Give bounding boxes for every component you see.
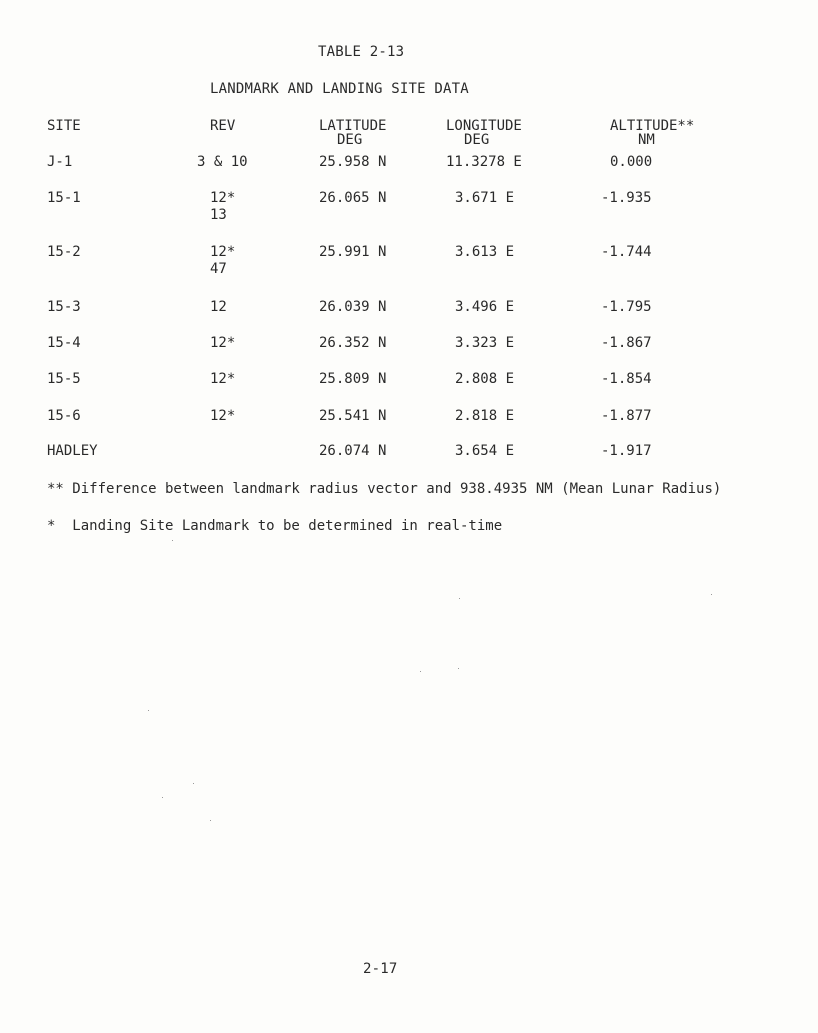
cell-altitude: -1.935	[601, 190, 652, 206]
cell-altitude: -1.917	[601, 443, 652, 459]
scan-speck	[148, 710, 149, 711]
scan-speck	[420, 671, 421, 672]
scan-speck	[459, 598, 460, 599]
cell-latitude: 25.541 N	[319, 408, 387, 424]
cell-site: 15-5	[47, 371, 81, 387]
cell-longitude: 3.496 E	[455, 299, 515, 315]
cell-site: J-1	[47, 154, 73, 170]
scan-speck	[210, 820, 211, 821]
cell-rev: 12*	[210, 244, 236, 260]
scan-speck	[162, 797, 163, 798]
cell-latitude: 26.065 N	[319, 190, 387, 206]
header-latitude-unit: DEG	[337, 132, 363, 148]
cell-latitude: 26.074 N	[319, 443, 387, 459]
cell-rev-secondary: 13	[210, 207, 227, 223]
scan-speck	[458, 668, 459, 669]
cell-longitude: 3.671 E	[455, 190, 515, 206]
cell-altitude: 0.000	[610, 154, 653, 170]
cell-site: 15-3	[47, 299, 81, 315]
cell-rev: 12*	[210, 190, 236, 206]
cell-site: 15-2	[47, 244, 81, 260]
cell-longitude: 3.323 E	[455, 335, 515, 351]
cell-latitude: 25.809 N	[319, 371, 387, 387]
cell-longitude: 2.818 E	[455, 408, 515, 424]
cell-latitude: 26.352 N	[319, 335, 387, 351]
footnote-landing-site: * Landing Site Landmark to be determined in real-time	[47, 518, 503, 534]
cell-latitude: 25.991 N	[319, 244, 387, 260]
cell-site: HADLEY	[47, 443, 98, 459]
page-number: 2-17	[363, 961, 398, 977]
cell-site: 15-6	[47, 408, 81, 424]
header-rev: REV	[210, 118, 236, 134]
table-number: TABLE 2-13	[318, 44, 405, 60]
scan-speck	[172, 540, 173, 541]
header-longitude-unit: DEG	[464, 132, 490, 148]
footnote-altitude: ** Difference between landmark radius vector and 938.4935 NM (Mean Lunar Radius)	[47, 481, 722, 497]
cell-longitude: 11.3278 E	[446, 154, 522, 170]
cell-altitude: -1.795	[601, 299, 652, 315]
cell-rev: 12	[210, 299, 227, 315]
cell-rev: 12*	[210, 335, 236, 351]
table-title: LANDMARK AND LANDING SITE DATA	[210, 81, 469, 97]
header-latitude: LATITUDE	[319, 118, 387, 134]
header-longitude: LONGITUDE	[446, 118, 522, 134]
cell-altitude: -1.744	[601, 244, 652, 260]
header-site: SITE	[47, 118, 81, 134]
cell-longitude: 3.654 E	[455, 443, 515, 459]
cell-longitude: 3.613 E	[455, 244, 515, 260]
cell-rev: 12*	[210, 408, 236, 424]
cell-altitude: -1.867	[601, 335, 652, 351]
scan-speck	[193, 783, 194, 784]
cell-latitude: 26.039 N	[319, 299, 387, 315]
cell-site: 15-1	[47, 190, 81, 206]
header-altitude-unit: NM	[638, 132, 655, 148]
cell-rev: 3 & 10	[197, 154, 248, 170]
cell-latitude: 25.958 N	[319, 154, 387, 170]
cell-site: 15-4	[47, 335, 81, 351]
header-altitude: ALTITUDE**	[610, 118, 695, 134]
cell-rev-secondary: 47	[210, 261, 227, 277]
cell-altitude: -1.877	[601, 408, 652, 424]
cell-altitude: -1.854	[601, 371, 652, 387]
cell-rev: 12*	[210, 371, 236, 387]
scan-speck	[711, 594, 712, 595]
cell-longitude: 2.808 E	[455, 371, 515, 387]
